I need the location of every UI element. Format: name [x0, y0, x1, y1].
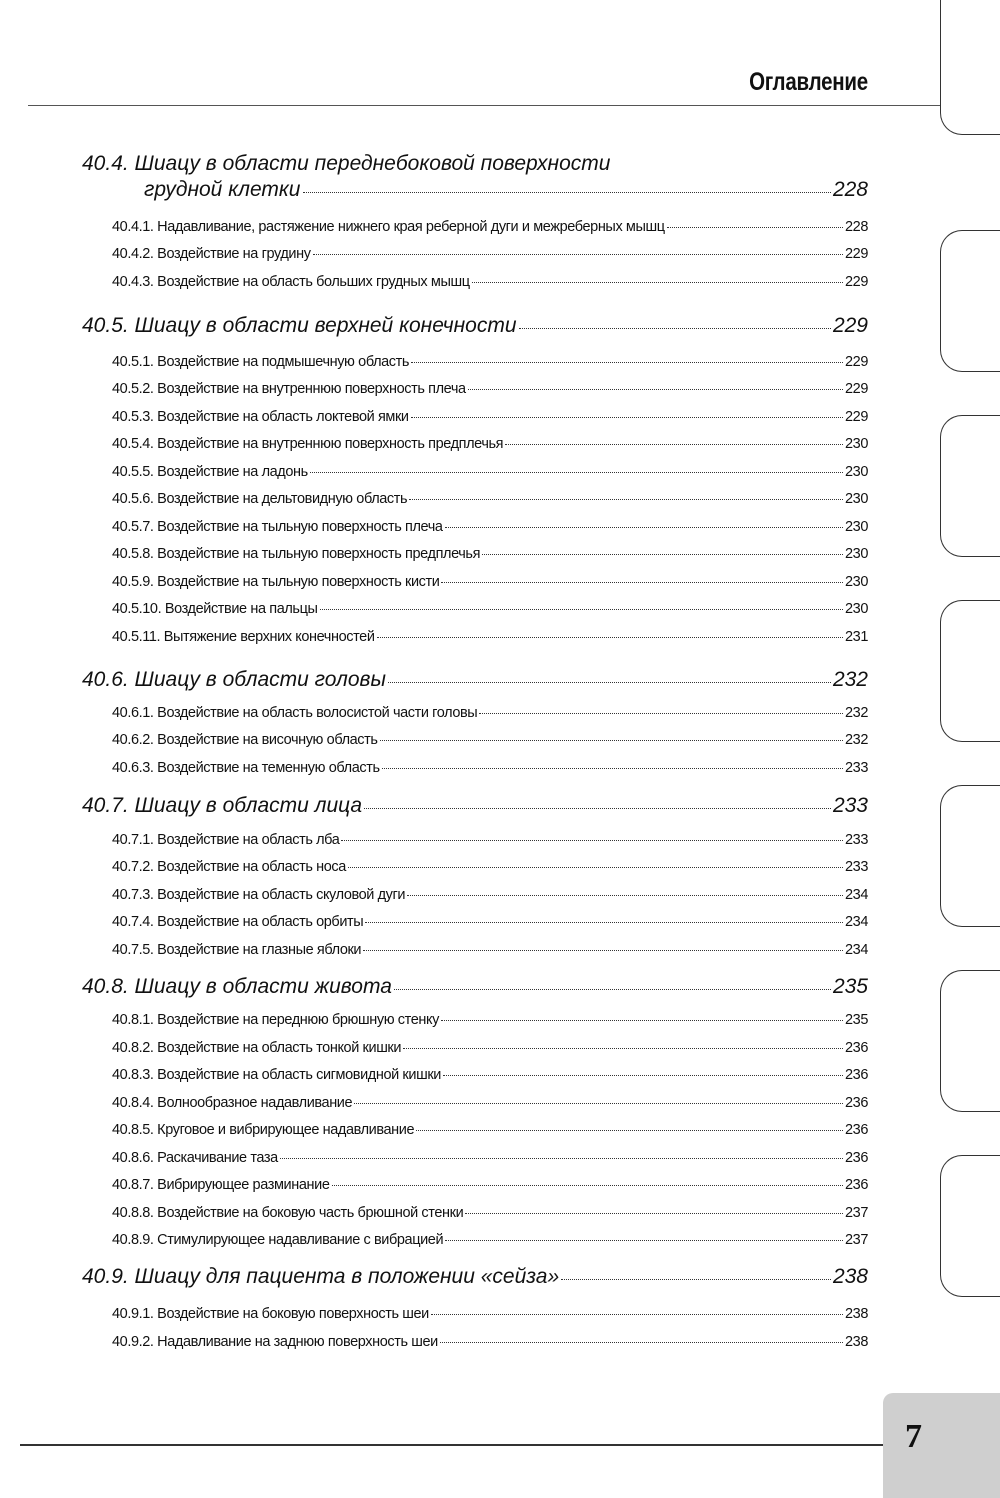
entry-title: 40.9.2. Надавливание на заднюю поверхность шеи [112, 1334, 438, 1350]
entry-page: 230 [845, 519, 868, 535]
dot-leader [441, 582, 843, 583]
entry-title: 40.7.5. Воздействие на глазные яблоки [112, 942, 362, 958]
entry-page: 235 [845, 1012, 868, 1028]
dot-leader [411, 362, 843, 363]
entry-title: 40.5. Шиацу в области верхней конечности [82, 314, 517, 337]
entry-page: 230 [845, 436, 868, 452]
dot-leader [441, 1020, 843, 1021]
entry-page: 230 [845, 491, 868, 507]
dot-leader [394, 989, 831, 990]
subsection-entry [112, 760, 868, 776]
dot-leader [354, 1103, 843, 1104]
dot-leader [341, 840, 843, 841]
entry-title: 40.4.3. Воздействие на область больших грудных мышц [112, 274, 470, 290]
entry-page: 238 [845, 1306, 868, 1322]
dot-leader [411, 417, 843, 418]
entry-page: 237 [845, 1205, 868, 1221]
entry-page: 230 [845, 601, 868, 617]
footer-rule [20, 1444, 885, 1446]
subsection-entry [112, 859, 868, 875]
subsection-entry [112, 1232, 868, 1248]
section-heading [82, 178, 868, 202]
entry-page: 236 [845, 1122, 868, 1138]
subsection-entry [112, 491, 868, 507]
entry-title: 40.8.2. Воздействие на область тонкой кишки [112, 1040, 402, 1056]
entry-page: 234 [845, 914, 868, 930]
dot-leader [409, 499, 843, 500]
subsection-entry [112, 1122, 868, 1138]
entry-page: 232 [845, 705, 868, 721]
entry-page: 236 [845, 1177, 868, 1193]
entry-title: 40.8.1. Воздействие на переднюю брюшную стенку [112, 1012, 439, 1028]
entry-title: 40.7.4. Воздействие на область орбиты [112, 914, 364, 930]
dot-leader [363, 950, 843, 951]
entry-page: 231 [845, 629, 868, 645]
entry-title: 40.5.2. Воздействие на внутреннюю поверхность плеча [112, 381, 466, 397]
subsection-entry [112, 629, 868, 645]
entry-title: 40.8.9. Стимулирующее надавливание с вибрацией [112, 1232, 444, 1248]
dot-leader [382, 768, 843, 769]
entry-title: 40.5.8. Воздействие на тыльную поверхность предплечья [112, 546, 481, 562]
entry-title: 40.7.1. Воздействие на область лба [112, 832, 340, 848]
entry-title: 40.8.3. Воздействие на область сигмовидной кишки [112, 1067, 441, 1083]
entry-page: 234 [845, 942, 868, 958]
entry-page: 228 [832, 178, 868, 201]
dot-leader [445, 527, 843, 528]
thumb-tab [940, 415, 1000, 557]
dot-leader [388, 682, 831, 683]
entry-page: 229 [845, 381, 868, 397]
page-number: 7 [905, 1418, 922, 1455]
entry-title: 40.8.7. Вибрирующее разминание [112, 1177, 330, 1193]
subsection-entry [112, 354, 868, 370]
entry-title: 40.7.3. Воздействие на область скуловой дуги [112, 887, 406, 903]
entry-title: 40.8.6. Раскачивание таза [112, 1150, 278, 1166]
entry-page: 229 [845, 409, 868, 425]
subsection-entry [112, 219, 868, 235]
subsection-entry [112, 1177, 868, 1193]
entry-title: 40.6.1. Воздействие на область волосистой части головы [112, 705, 478, 721]
entry-title: 40.8.5. Круговое и вибрирующее надавливание [112, 1122, 415, 1138]
dot-leader [403, 1048, 843, 1049]
subsection-entry [112, 1306, 868, 1322]
entry-title: 40.5.11. Вытяжение верхних конечностей [112, 629, 375, 645]
subsection-entry [112, 574, 868, 590]
dot-leader [377, 637, 843, 638]
dot-leader [380, 740, 843, 741]
subsection-entry [112, 1095, 868, 1111]
dot-leader [431, 1314, 843, 1315]
entry-title: 40.5.1. Воздействие на подмышечную область [112, 354, 410, 370]
subsection-entry [112, 832, 868, 848]
subsection-entry [112, 546, 868, 562]
subsection-entry [112, 274, 868, 290]
entry-title: 40.5.9. Воздействие на тыльную поверхность кисти [112, 574, 440, 590]
thumb-tab [940, 1155, 1000, 1297]
subsection-entry [112, 1150, 868, 1166]
entry-title: 40.6.2. Воздействие на височную область [112, 732, 378, 748]
dot-leader [479, 713, 843, 714]
entry-title: 40.6. Шиацу в области головы [82, 668, 386, 691]
subsection-entry [112, 942, 868, 958]
entry-page: 234 [845, 887, 868, 903]
thumb-tab [940, 230, 1000, 372]
subsection-entry [112, 887, 868, 903]
dot-leader [364, 808, 831, 809]
header-rule [28, 105, 940, 106]
entry-page: 233 [845, 760, 868, 776]
subsection-entry [112, 1334, 868, 1350]
entry-title: 40.8.8. Воздействие на боковую часть брюшной стенки [112, 1205, 464, 1221]
entry-title: 40.5.4. Воздействие на внутреннюю поверхность предплечья [112, 436, 504, 452]
entry-page: 229 [845, 246, 868, 262]
section-heading-line1: 40.4. Шиацу в области переднебоковой поверхности [82, 152, 611, 175]
subsection-entry [112, 519, 868, 535]
thumb-tab [940, 600, 1000, 742]
dot-leader [365, 922, 843, 923]
entry-title: 40.9.1. Воздействие на боковую поверхность шеи [112, 1306, 429, 1322]
dot-leader [443, 1075, 843, 1076]
entry-page: 229 [845, 354, 868, 370]
entry-title: 40.8.4. Волнообразное надавливание [112, 1095, 353, 1111]
entry-page: 230 [845, 546, 868, 562]
section-heading [82, 668, 868, 692]
dot-leader [482, 554, 843, 555]
dot-leader [407, 895, 843, 896]
section-heading [82, 975, 868, 999]
entry-title: 40.9. Шиацу для пациента в положении «сейза» [82, 1265, 560, 1288]
dot-leader [465, 1213, 843, 1214]
subsection-entry [112, 1205, 868, 1221]
entry-title: 40.5.3. Воздействие на область локтевой ямки [112, 409, 409, 425]
dot-leader [332, 1185, 844, 1186]
entry-page: 235 [832, 975, 868, 998]
entry-page: 230 [845, 464, 868, 480]
dot-leader [313, 254, 843, 255]
page-number-box [883, 1393, 1000, 1498]
entry-title: 40.4.1. Надавливание, растяжение нижнего края реберной дуги и межреберных мышц [112, 219, 665, 235]
subsection-entry [112, 1067, 868, 1083]
dot-leader [445, 1240, 843, 1241]
dot-leader [303, 192, 831, 193]
section-heading [82, 1265, 868, 1289]
entry-page: 233 [845, 832, 868, 848]
entry-page: 236 [845, 1067, 868, 1083]
subsection-entry [112, 601, 868, 617]
entry-title: 40.7.2. Воздействие на область носа [112, 859, 346, 875]
entry-title: грудной клетки [144, 178, 301, 201]
running-header-title: Оглавление [749, 68, 868, 96]
entry-page: 229 [845, 274, 868, 290]
dot-leader [440, 1342, 843, 1343]
dot-leader [561, 1279, 831, 1280]
section-heading [82, 794, 868, 818]
dot-leader [320, 609, 843, 610]
section-heading [82, 314, 868, 338]
entry-page: 236 [845, 1150, 868, 1166]
entry-page: 236 [845, 1040, 868, 1056]
entry-page: 233 [832, 794, 868, 817]
entry-title: 40.5.10. Воздействие на пальцы [112, 601, 318, 617]
entry-page: 236 [845, 1095, 868, 1111]
entry-title: 40.7. Шиацу в области лица [82, 794, 363, 817]
entry-title: 40.4.2. Воздействие на грудину [112, 246, 311, 262]
subsection-entry [112, 1012, 868, 1028]
entry-title: 40.5.6. Воздействие на дельтовидную область [112, 491, 408, 507]
entry-page: 229 [832, 314, 868, 337]
entry-page: 233 [845, 859, 868, 875]
entry-page: 232 [832, 668, 868, 691]
dot-leader [667, 227, 843, 228]
entry-page: 238 [845, 1334, 868, 1350]
dot-leader [310, 472, 843, 473]
entry-title: 40.5.7. Воздействие на тыльную поверхность плеча [112, 519, 443, 535]
dot-leader [348, 867, 843, 868]
subsection-entry [112, 409, 868, 425]
entry-page: 238 [832, 1265, 868, 1288]
thumb-tab [940, 970, 1000, 1112]
subsection-entry [112, 464, 868, 480]
entry-title: 40.8. Шиацу в области живота [82, 975, 392, 998]
dot-leader [468, 389, 843, 390]
subsection-entry [112, 246, 868, 262]
entry-page: 232 [845, 732, 868, 748]
dot-leader [416, 1130, 843, 1131]
subsection-entry [112, 436, 868, 452]
subsection-entry [112, 381, 868, 397]
entry-title: 40.6.3. Воздействие на теменную область [112, 760, 380, 776]
dot-leader [505, 444, 843, 445]
thumb-tab [940, 785, 1000, 927]
dot-leader [280, 1158, 843, 1159]
subsection-entry [112, 732, 868, 748]
entry-page: 230 [845, 574, 868, 590]
subsection-entry [112, 1040, 868, 1056]
dot-leader [472, 282, 843, 283]
subsection-entry [112, 914, 868, 930]
entry-title: 40.5.5. Воздействие на ладонь [112, 464, 308, 480]
thumb-tab [940, 0, 1000, 135]
entry-page: 237 [845, 1232, 868, 1248]
subsection-entry [112, 705, 868, 721]
dot-leader [519, 328, 831, 329]
entry-page: 228 [845, 219, 868, 235]
